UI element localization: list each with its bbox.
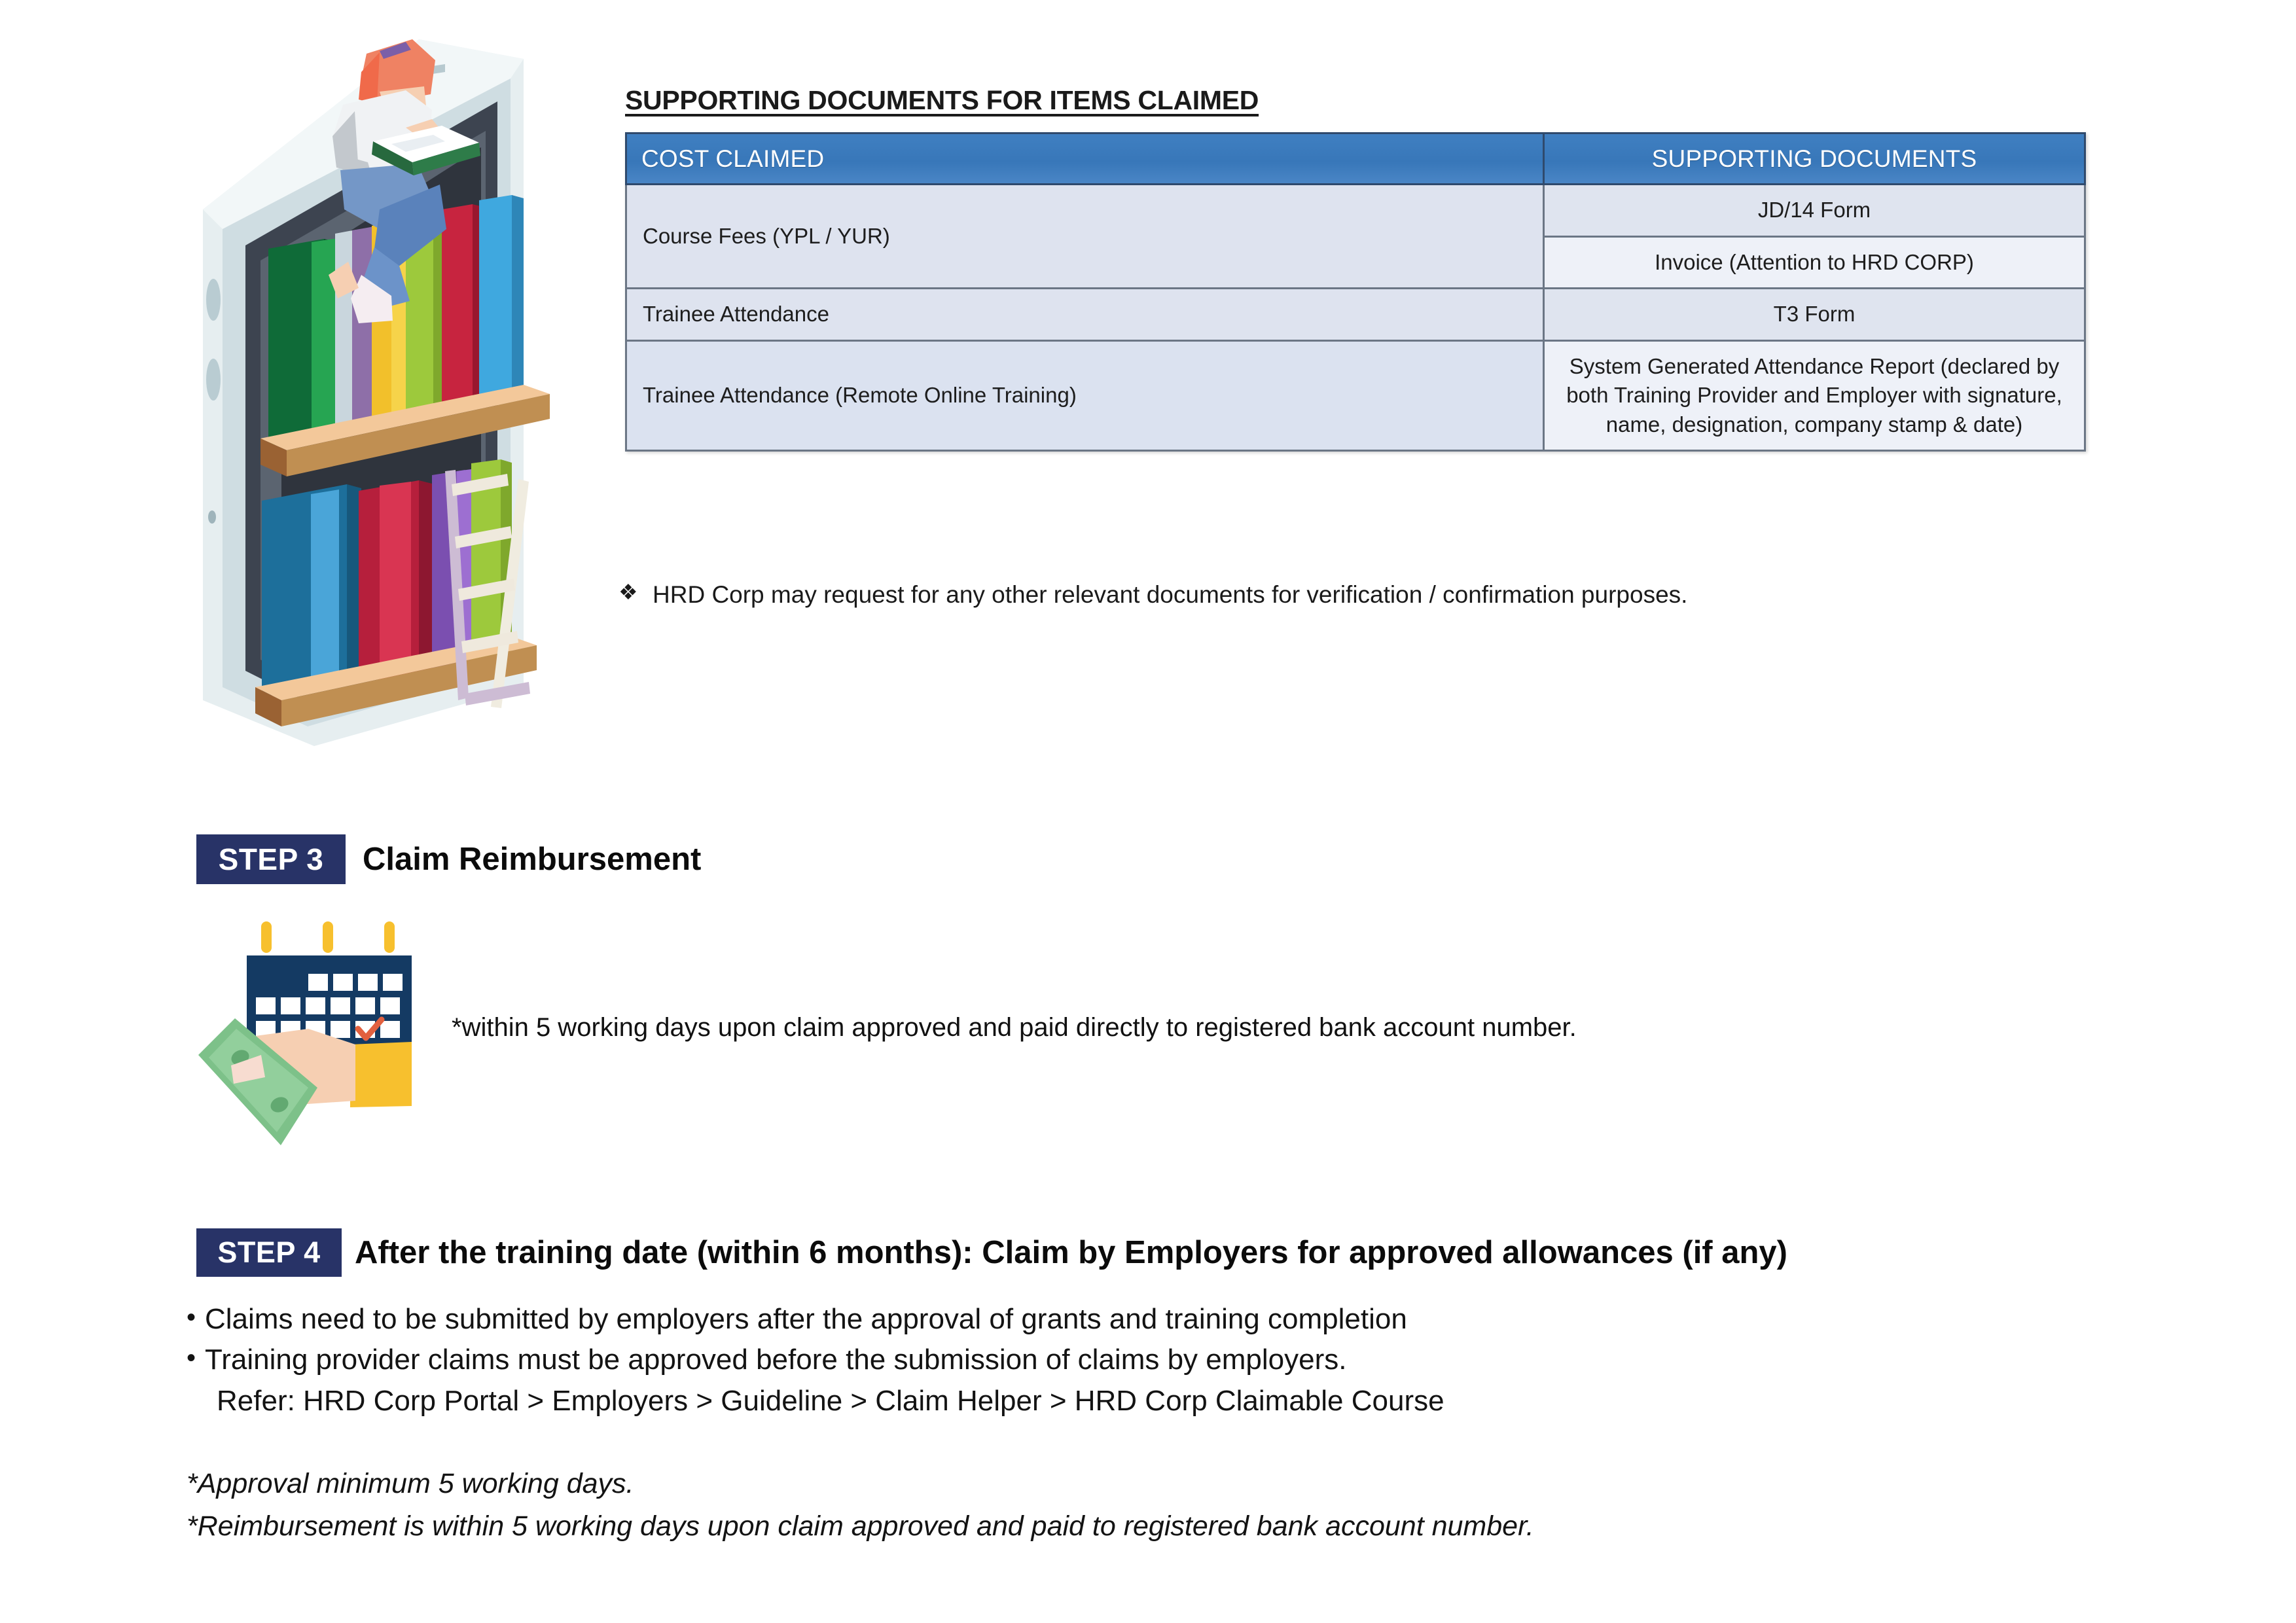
list-item — [187, 1299, 2215, 1340]
diamond-bullet-icon: ❖ — [619, 580, 638, 604]
footnote-approval: *Approval minimum 5 working days. — [187, 1468, 634, 1499]
cell-supporting-document: Invoice (Attention to HRD CORP) — [1544, 236, 2085, 289]
supporting-documents-note — [619, 576, 2111, 613]
step-4-title: After the training date (within 6 months): Claim by Employers for approved allowances (if any) — [355, 1235, 1787, 1270]
calendar-money-icon — [193, 916, 455, 1178]
phone-bookshelf-illustration — [183, 13, 602, 766]
sleeve-shape — [350, 1042, 412, 1107]
cell-supporting-document: JD/14 Form — [1544, 185, 2085, 237]
supporting-documents-title: SUPPORTING DOCUMENTS FOR ITEMS CLAIMED — [625, 85, 1259, 115]
step-3-badge: STEP 3 — [196, 834, 346, 884]
step-3-title: Claim Reimbursement — [363, 842, 702, 877]
cell-cost-claimed: Course Fees (YPL / YUR) — [626, 185, 1544, 289]
step-4-badge: STEP 4 — [196, 1228, 342, 1277]
list-item-text: Training provider claims must be approved before the submission of claims by employers. — [205, 1344, 1347, 1376]
column-header-cost-claimed: COST CLAIMED — [626, 134, 1544, 185]
step-4-header — [196, 1228, 1787, 1277]
cell-supporting-document: T3 Form — [1544, 289, 2085, 341]
column-header-supporting-documents: SUPPORTING DOCUMENTS — [1544, 134, 2085, 185]
step-4-bullet-list — [187, 1299, 2215, 1421]
table-row — [626, 185, 2085, 237]
list-item-text: Claims need to be submitted by employers after the approval of grants and training completion — [205, 1303, 1407, 1335]
table-row — [626, 289, 2085, 341]
bullet-icon: • — [187, 1344, 196, 1373]
cell-supporting-document: System Generated Attendance Report (declared by both Training Provider and Employer with signature, name, designation, company stamp & date) — [1544, 340, 2085, 451]
step-4-footnotes — [187, 1463, 2215, 1547]
note-text: HRD Corp may request for any other relevant documents for verification / confirmation purposes. — [653, 581, 1688, 608]
supporting-documents-table — [625, 132, 2086, 452]
step-3-header — [196, 834, 701, 884]
calendar-ring — [384, 921, 395, 953]
table-header-row — [626, 134, 2085, 185]
refer-path-text: Refer: HRD Corp Portal > Employers > Guideline > Claim Helper > HRD Corp Claimable Course — [217, 1384, 1444, 1417]
calendar-ring — [323, 921, 333, 953]
bullet-icon: • — [187, 1303, 196, 1332]
supporting-documents-section — [625, 85, 2091, 452]
cell-cost-claimed: Trainee Attendance (Remote Online Training) — [626, 340, 1544, 451]
step-3-note: *within 5 working days upon claim approved and paid directly to registered bank account number. — [452, 1013, 1577, 1042]
cell-cost-claimed: Trainee Attendance — [626, 289, 1544, 341]
table-row — [626, 340, 2085, 451]
calendar-ring — [261, 921, 272, 953]
footnote-reimbursement: *Reimbursement is within 5 working days upon claim approved and paid to registered bank account number. — [187, 1510, 1534, 1542]
list-item — [187, 1340, 2215, 1380]
